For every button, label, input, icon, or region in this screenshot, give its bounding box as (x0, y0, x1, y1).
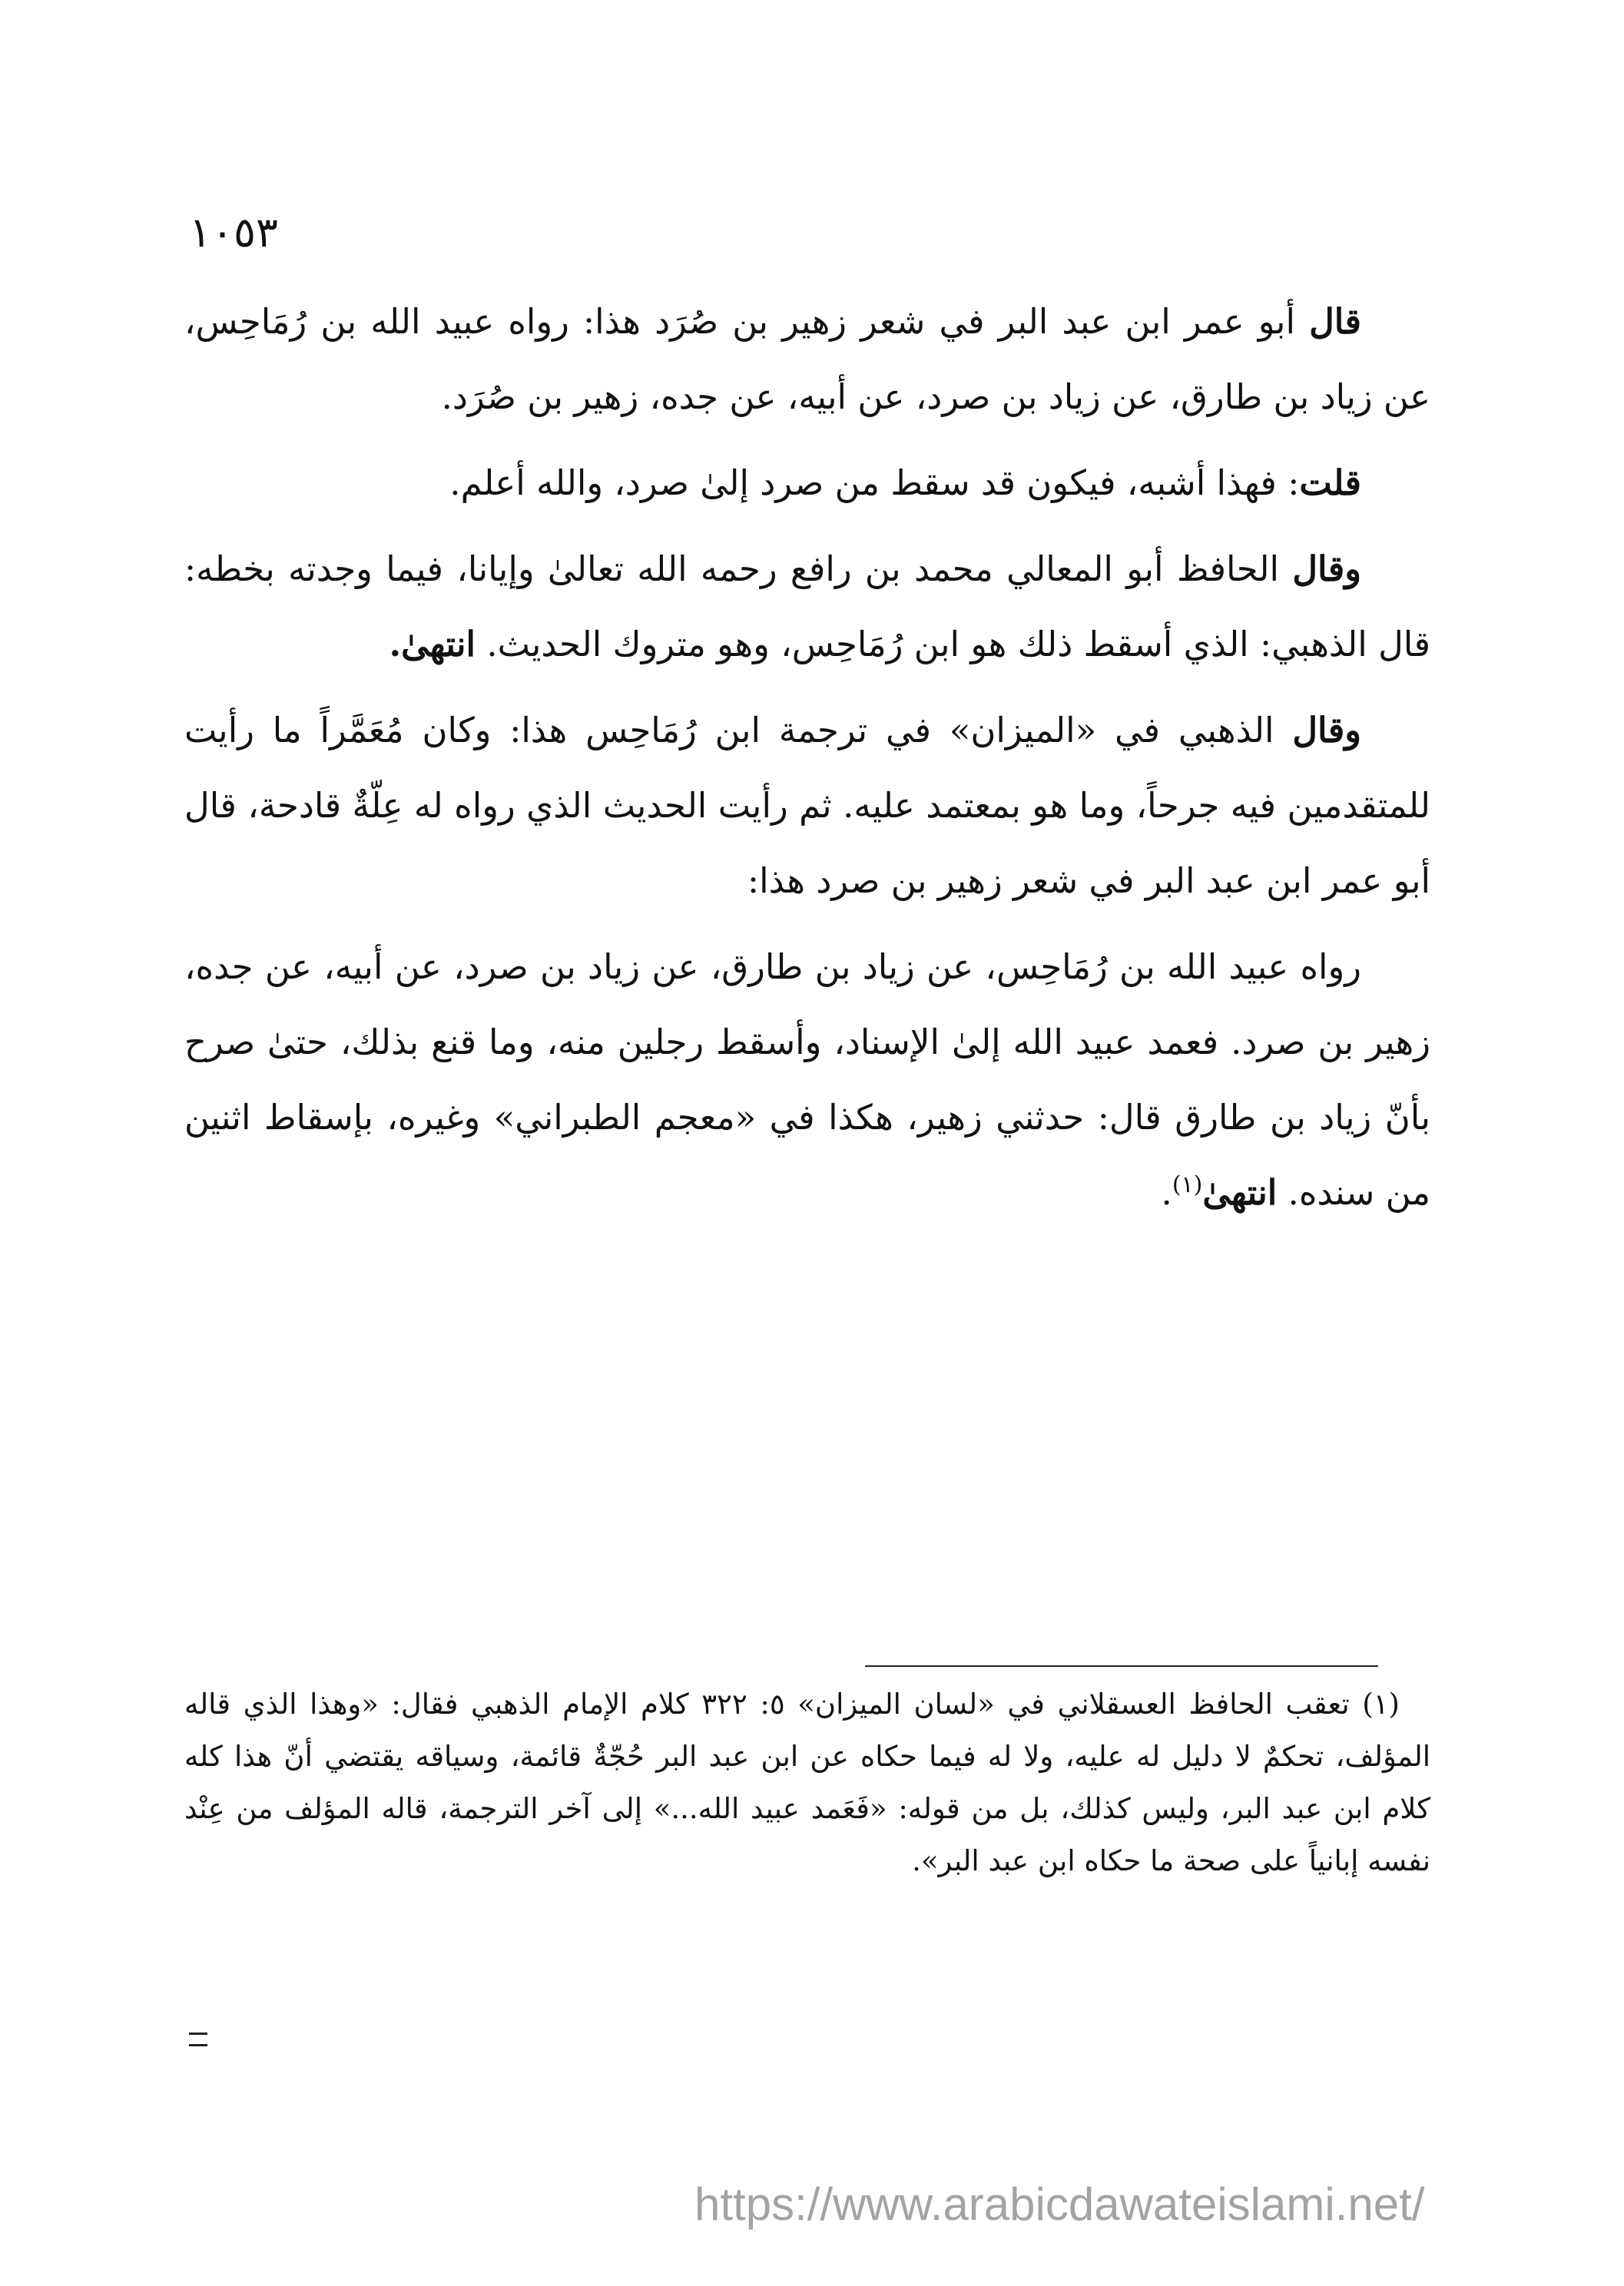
paragraph-1-text: أبو عمر ابن عبد البر في شعر زهير بن صُرَد هذا: رواه عبيد الله بن رُمَاحِس، عن زياد بن طارق، عن زياد بن صرد، عن أبيه، عن جده، زهير بن صُرَد. (184, 301, 1430, 417)
paragraph-2-text: : فهذا أشبه، فيكون قد سقط من صرد إلىٰ صرد، والله أعلم. (449, 462, 1300, 503)
paragraph-1 (184, 284, 1430, 435)
continuation-mark (189, 2033, 207, 2046)
paragraph-4 (184, 693, 1430, 919)
paragraph-3-closing: انتهىٰ. (389, 624, 476, 664)
paragraph-4-lead: وقال (1292, 710, 1361, 750)
paragraph-3-text: الحافظ أبو المعالي محمد بن رافع رحمه الله تعالىٰ وإيانا، فيما وجدته بخطه: قال الذهبي: الذي أسقط ذلك هو ابن رُمَاحِس، وهو متروك الحديث. (184, 548, 1430, 664)
paragraph-2 (184, 446, 1430, 521)
paragraph-3-lead: وقال (1292, 548, 1361, 589)
paragraph-2-lead: قلت (1299, 462, 1361, 503)
paragraph-5 (184, 929, 1430, 1231)
footnote (184, 1678, 1430, 1887)
paragraph-5-text: رواه عبيد الله بن رُمَاحِس، عن زياد بن طارق، عن زياد بن صرد، عن أبيه، عن جده، زهير بن صرد. فعمد عبيد الله إلىٰ الإسناد، وأسقط رجلين منه، وما قنع بذلك، حتىٰ صرح بأنّ زياد بن طارق قال: حدثني زهير، هكذا في «معجم الطبراني» وغيره، بإسقاط اثنين من سنده. (184, 946, 1430, 1213)
watermark-url: https://www.arabicdawateislami.net/ (694, 2178, 1425, 2230)
footnote-text: (١) تعقب الحافظ العسقلاني في «لسان الميزان» ٥: ٣٢٢ كلام الإمام الذهبي فقال: «وهذا الذي قاله المؤلف، تحكمٌ لا دليل له عليه، ولا له فيما حكاه عن ابن عبد البر حُجّةٌ قائمة، وسياقه يقتضي أنّ هذا كله كلام ابن عبد البر، وليس كذلك، بل من قوله: «فَعَمد عبيد الله...» إلى آخر الترجمة، قاله المؤلف من عِنْد نفسه إبانياً على صحة ما حكاه ابن عبد البر». (184, 1688, 1430, 1877)
footnote-separator (865, 1665, 1378, 1667)
page-number: ١٠٥٣ (189, 208, 279, 257)
main-text (184, 284, 1430, 1241)
paragraph-5-tail: . (1161, 1172, 1172, 1213)
paragraph-4-text: الذهبي في «الميزان» في ترجمة ابن رُمَاحِس هذا: وكان مُعَمَّراً ما رأيت للمتقدمين فيه جرحاً، وما هو بمعتمد عليه. ثم رأيت الحديث الذي رواه له عِلّةٌ قادحة، قال أبو عمر ابن عبد البر في شعر زهير بن صرد هذا: (184, 710, 1430, 901)
paragraph-1-lead: قال (1309, 301, 1361, 342)
paragraph-3 (184, 532, 1430, 682)
paragraph-5-closing: انتهىٰ (1202, 1172, 1278, 1213)
footnote-reference[interactable]: (١) (1172, 1171, 1203, 1198)
